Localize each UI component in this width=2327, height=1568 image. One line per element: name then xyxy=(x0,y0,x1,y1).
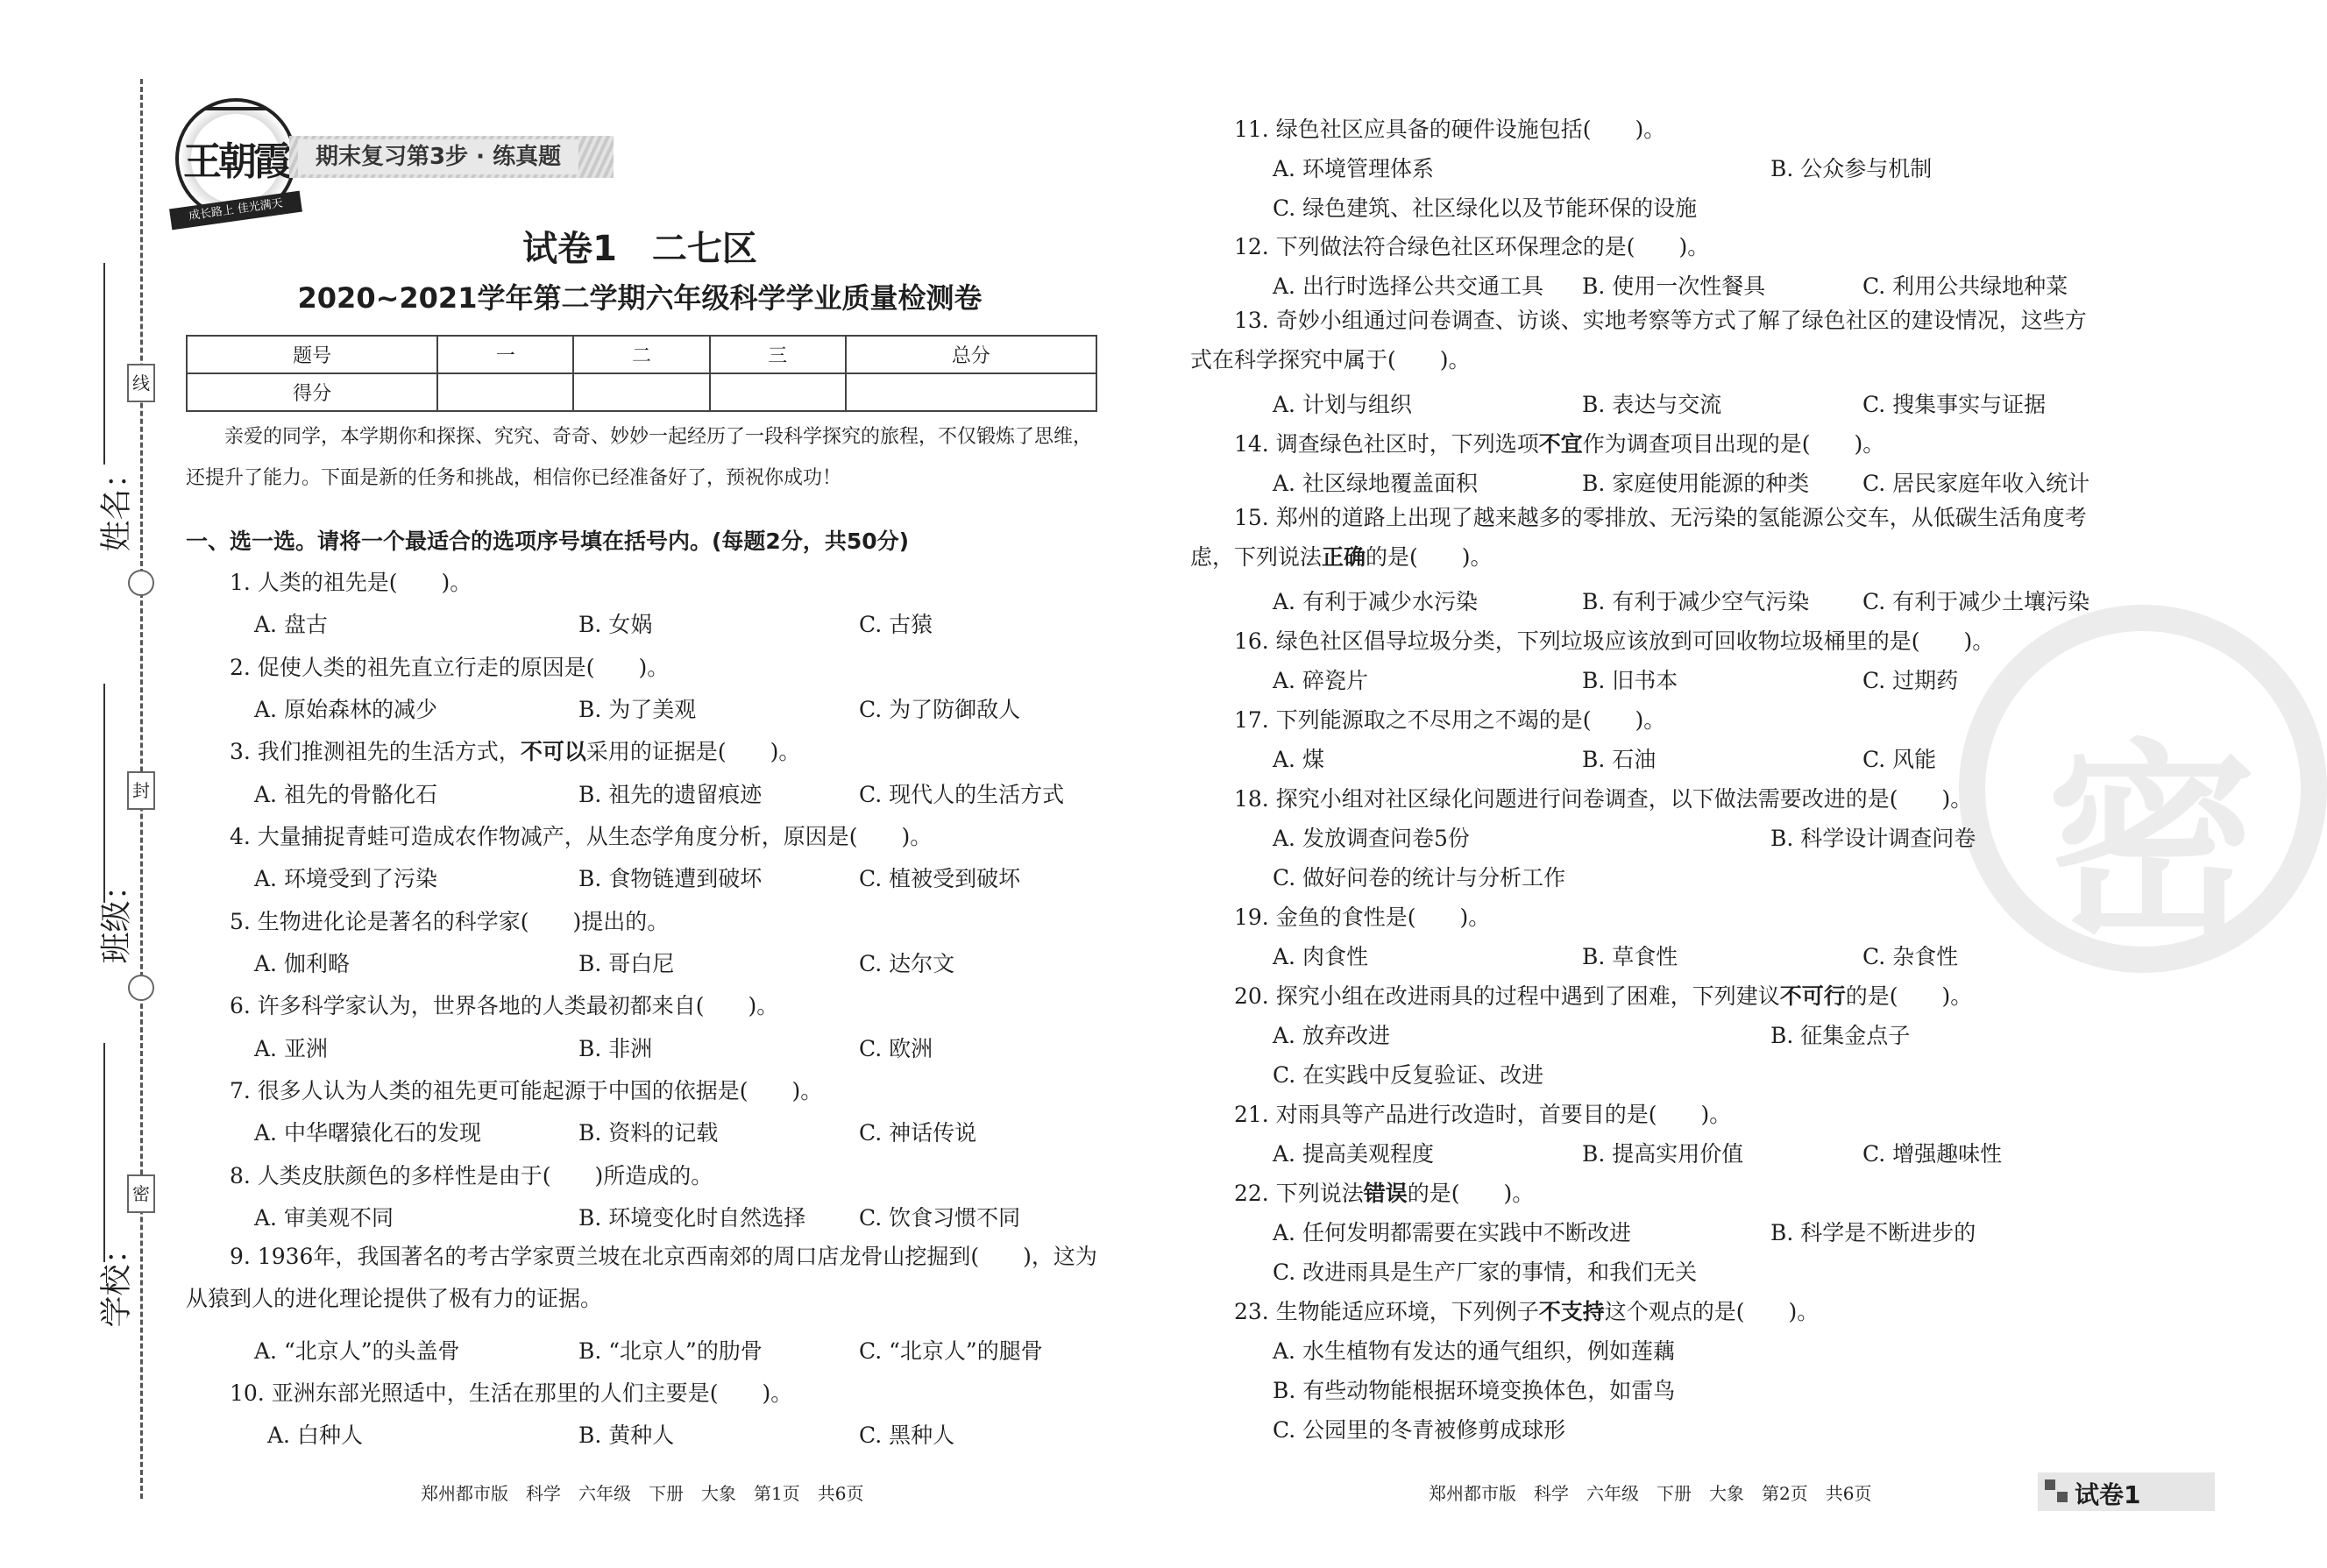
option[interactable]: C. 古猿 xyxy=(859,612,933,637)
question-stem: 18. 探究小组对社区绿化问题进行问卷调查，以下做法需要改进的是( )。 xyxy=(1234,786,1973,812)
question-stem: 13. 奇妙小组通过问卷调查、访谈、实地考察等方式了解了绿色社区的建设情况，这些方式在科学探究中属于( )。 xyxy=(1190,308,2087,372)
score-cell[interactable] xyxy=(710,373,846,411)
banner-text: 期末复习第3步 · 练真题 xyxy=(298,139,578,174)
option[interactable]: A. 水生植物有发达的通气组织，例如莲藕 xyxy=(1273,1338,1675,1364)
option[interactable]: B. 提高实用价值 xyxy=(1582,1141,1744,1167)
paper-tag: 试卷1 xyxy=(2038,1472,2215,1511)
option[interactable]: B. 非洲 xyxy=(578,1036,653,1061)
option[interactable]: B. 环境变化时自然选择 xyxy=(578,1205,806,1231)
question-stem: 12. 下列做法符合绿色社区环保理念的是( )。 xyxy=(1234,234,1710,259)
option[interactable]: B. “北京人”的肋骨 xyxy=(578,1338,763,1364)
option[interactable]: A. 环境受到了污染 xyxy=(254,866,437,891)
option[interactable]: C. 杂食性 xyxy=(1862,944,1959,969)
option[interactable]: C. 黑种人 xyxy=(859,1423,955,1448)
option[interactable]: C. 改进雨具是生产厂家的事情，和我们无关 xyxy=(1273,1259,1698,1285)
option[interactable]: B. 科学是不断进步的 xyxy=(1770,1220,1976,1245)
option[interactable]: B. 表达与交流 xyxy=(1582,392,1722,417)
score-cell[interactable] xyxy=(437,373,573,411)
question-stem: 3. 我们推测祖先的生活方式，不可以采用的证据是( )。 xyxy=(230,739,801,764)
emphasis-text: 不支持 xyxy=(1538,1299,1605,1324)
cut-mark-seal: 封 xyxy=(127,771,155,810)
option[interactable]: C. 过期药 xyxy=(1862,668,1959,693)
question-stem: 23. 生物能适应环境，下列例子不支持这个观点的是( )。 xyxy=(1234,1299,1820,1324)
option[interactable]: B. 公众参与机制 xyxy=(1770,156,1933,181)
option[interactable]: A. 肉食性 xyxy=(1273,944,1368,969)
footer-left: 郑州都市版 科学 六年级 下册 大象 第1页 共6页 xyxy=(421,1483,864,1504)
question-stem: 6. 许多科学家认为，世界各地的人类最初都来自( )。 xyxy=(230,993,779,1018)
option[interactable]: C. “北京人”的腿骨 xyxy=(859,1338,1043,1364)
option[interactable]: C. 饮食习惯不同 xyxy=(859,1205,1021,1231)
review-banner xyxy=(289,136,614,178)
crown-icon xyxy=(205,81,266,110)
option[interactable]: A. 祖先的骨骼化石 xyxy=(254,782,437,807)
option[interactable]: B. 旧书本 xyxy=(1582,668,1678,693)
option[interactable]: C. 增强趣味性 xyxy=(1862,1141,2003,1167)
footer-right: 郑州都市版 科学 六年级 下册 大象 第2页 共6页 xyxy=(1429,1483,1872,1504)
emphasis-text: 错误 xyxy=(1363,1181,1408,1206)
option[interactable]: A. 计划与组织 xyxy=(1273,392,1412,417)
question-stem: 19. 金鱼的食性是( )。 xyxy=(1234,905,1491,930)
option[interactable]: C. 居民家庭年收入统计 xyxy=(1862,471,2090,496)
option[interactable]: A. 放弃改进 xyxy=(1273,1023,1390,1048)
option[interactable]: C. 搜集事实与证据 xyxy=(1862,392,2047,417)
option[interactable]: B. 有些动物能根据环境变换体色，如雷鸟 xyxy=(1273,1378,1676,1403)
option[interactable]: A. 社区绿地覆盖面积 xyxy=(1273,471,1478,496)
option[interactable]: B. 石油 xyxy=(1582,747,1657,772)
option[interactable]: A. 任何发明都需要在实践中不断改进 xyxy=(1273,1220,1631,1245)
option[interactable]: A. 原始森林的减少 xyxy=(254,697,437,722)
question-stem: 8. 人类皮肤颜色的多样性是由于( )所造成的。 xyxy=(230,1163,713,1188)
option[interactable]: B. 家庭使用能源的种类 xyxy=(1582,471,1810,496)
option[interactable]: A. 煤 xyxy=(1273,747,1324,772)
option[interactable]: A. 提高美观程度 xyxy=(1273,1141,1434,1167)
option[interactable]: B. 女娲 xyxy=(578,612,653,637)
name-write-line[interactable] xyxy=(103,263,105,465)
question-stem: 21. 对雨具等产品进行改造时，首要目的是( )。 xyxy=(1234,1102,1732,1127)
question-stem: 10. 亚洲东部光照适中，生活在那里的人们主要是( )。 xyxy=(230,1380,793,1406)
question-stem: 11. 绿色社区应具备的硬件设施包括( )。 xyxy=(1234,117,1666,142)
option[interactable]: A. 发放调查问卷5份 xyxy=(1273,826,1470,851)
option[interactable]: C. 达尔文 xyxy=(859,951,955,976)
option[interactable]: C. 现代人的生活方式 xyxy=(859,782,1065,807)
question-stem: 17. 下列能源取之不尽用之不竭的是( )。 xyxy=(1234,707,1666,733)
class-label: 班级： xyxy=(98,869,135,964)
option[interactable]: A. 白种人 xyxy=(267,1423,363,1448)
option[interactable]: A. “北京人”的头盖骨 xyxy=(254,1338,460,1364)
option[interactable]: A. 有利于减少水污染 xyxy=(1273,589,1478,614)
option[interactable]: B. 草食性 xyxy=(1582,944,1678,969)
question-stem: 20. 探究小组在改进雨具的过程中遇到了困难，下列建议不可行的是( )。 xyxy=(1234,983,1973,1009)
watermark-stamp: 密 xyxy=(1959,605,2327,973)
emphasis-text: 不可行 xyxy=(1779,983,1846,1009)
option[interactable]: A. 中华曙猿化石的发现 xyxy=(254,1120,481,1146)
brand-logo: 王朝霞 成长路上 佳光满天 xyxy=(175,98,296,219)
name-label: 姓名： xyxy=(98,457,135,552)
question-stem: 2. 促使人类的祖先直立行走的原因是( )。 xyxy=(230,655,670,680)
score-table xyxy=(186,335,1097,412)
question-stem: 22. 下列说法错误的是( )。 xyxy=(1234,1181,1535,1206)
option[interactable]: B. 资料的记载 xyxy=(578,1120,719,1146)
option[interactable]: B. 黄种人 xyxy=(578,1423,675,1448)
option[interactable]: A. 审美观不同 xyxy=(254,1205,394,1231)
option[interactable]: C. 利用公共绿地种菜 xyxy=(1862,273,2068,299)
question-stem: 7. 很多人认为人类的祖先更可能起源于中国的依据是( )。 xyxy=(230,1078,823,1103)
cut-mark-secret: 密 xyxy=(127,1174,155,1213)
option[interactable]: A. 出行时选择公共交通工具 xyxy=(1273,273,1543,299)
option[interactable]: B. 使用一次性餐具 xyxy=(1582,273,1766,299)
option[interactable]: B. 征集金点子 xyxy=(1770,1023,1911,1048)
option[interactable]: C. 为了防御敌人 xyxy=(859,697,1021,722)
score-cell[interactable] xyxy=(573,373,709,411)
option[interactable]: B. 食物链遭到破坏 xyxy=(578,866,763,891)
intro-text: 亲爱的同学，本学期你和探探、究究、奇奇、妙妙一起经历了一段科学探究的旅程，不仅锻炼了思维，还提升了能力。下面是新的任务和挑战，相信你已经准备好了，预祝你成功！ xyxy=(186,426,1093,489)
question-stem: 9. 1936年，我国著名的考古学家贾兰坡在北京西南郊的周口店龙骨山挖掘到( )，这为从猿到人的进化理论提供了极有力的证据。 xyxy=(186,1244,1097,1311)
emphasis-text: 正确 xyxy=(1322,544,1366,570)
emphasis-text: 不可以 xyxy=(520,739,586,764)
option[interactable]: C. 在实践中反复验证、改进 xyxy=(1273,1062,1544,1088)
option[interactable]: A. 环境管理体系 xyxy=(1273,156,1434,181)
emphasis-text: 不宜 xyxy=(1538,431,1583,457)
question-stem: 14. 调查绿色社区时，下列选项不宜作为调查项目出现的是( )。 xyxy=(1234,431,1885,457)
option[interactable]: C. 公园里的冬青被修剪成球形 xyxy=(1273,1417,1566,1443)
question-stem: 4. 大量捕捉青蛙可造成农作物减产，从生态学角度分析，原因是( )。 xyxy=(230,824,933,849)
option[interactable]: B. 科学设计调查问卷 xyxy=(1770,826,1976,851)
option[interactable]: C. 欧洲 xyxy=(859,1036,933,1061)
question-stem: 15. 郑州的道路上出现了越来越多的零排放、无污染的氢能源公交车，从低碳生活角度考虑，下列说法正确的是( )。 xyxy=(1190,505,2087,570)
option[interactable]: B. 有利于减少空气污染 xyxy=(1582,589,1810,614)
option[interactable]: B. 为了美观 xyxy=(578,697,697,722)
option[interactable]: C. 做好问卷的统计与分析工作 xyxy=(1273,865,1566,890)
binding-hole xyxy=(128,570,154,596)
score-cell[interactable] xyxy=(846,373,1096,411)
page-subtitle: 2020~2021学年第二学期六年级科学学业质量检测卷 xyxy=(297,281,983,315)
page-title: 试卷1 二七区 xyxy=(522,229,757,269)
option[interactable]: C. 有利于减少土壤污染 xyxy=(1862,589,2090,614)
binding-hole xyxy=(128,975,154,1001)
table-row: 得分 xyxy=(187,373,1096,411)
option[interactable]: A. 盘古 xyxy=(254,612,328,637)
question-stem: 5. 生物进化论是著名的科学家( )提出的。 xyxy=(230,909,670,934)
option[interactable]: B. 祖先的遗留痕迹 xyxy=(578,782,763,807)
option[interactable]: C. 风能 xyxy=(1862,747,1937,772)
option[interactable]: B. 哥白尼 xyxy=(578,951,675,976)
option[interactable]: A. 伽利略 xyxy=(254,951,350,976)
option[interactable]: C. 神话传说 xyxy=(859,1120,977,1146)
option[interactable]: C. 植被受到破坏 xyxy=(859,866,1021,891)
cut-mark-line: 线 xyxy=(127,364,155,402)
table-row: 题号 一 二 三 总分 xyxy=(187,336,1096,373)
section-heading: 一、选一选。请将一个最适合的选项序号填在括号内。(每题2分，共50分) xyxy=(186,529,910,554)
question-stem: 16. 绿色社区倡导垃圾分类，下列垃圾应该放到可回收物垃圾桶里的是( )。 xyxy=(1234,628,1995,654)
school-label: 学校： xyxy=(98,1232,135,1328)
question-stem: 1. 人类的祖先是( )。 xyxy=(230,570,472,595)
option[interactable]: C. 绿色建筑、社区绿化以及节能环保的设施 xyxy=(1273,195,1698,221)
option[interactable]: A. 碎瓷片 xyxy=(1273,668,1368,693)
option[interactable]: A. 亚洲 xyxy=(254,1036,328,1061)
